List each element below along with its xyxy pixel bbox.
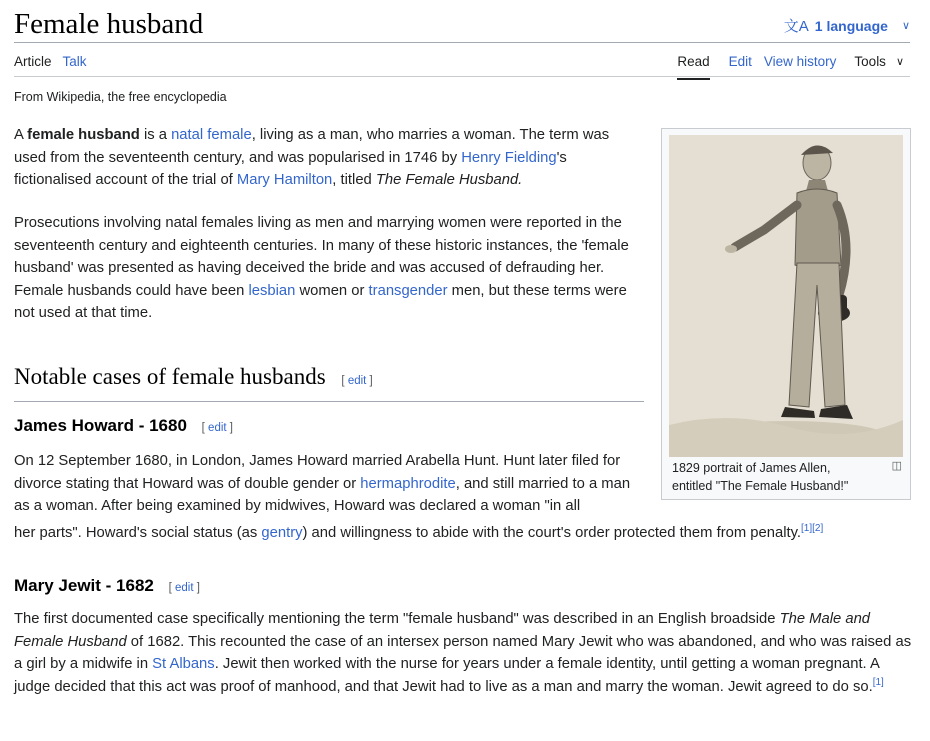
tab-talk[interactable]: Talk bbox=[62, 54, 87, 69]
tab-edit[interactable]: Edit bbox=[728, 54, 752, 69]
bold-term: female husband bbox=[27, 127, 140, 143]
link-henry-fielding[interactable]: Henry Fielding bbox=[461, 149, 557, 166]
text: of 1682. This recounted the case of an intersex person named Mary Jewit who was abandoned, and who was raised as a girl by a midwife in bbox=[14, 633, 912, 672]
link-natal-female[interactable]: natal female bbox=[171, 127, 252, 143]
howard-paragraph-part2 bbox=[14, 522, 914, 545]
language-button[interactable] bbox=[784, 15, 910, 36]
section-heading-text: Notable cases of female husbands bbox=[14, 364, 326, 389]
jewit-heading-text: Mary Jewit - 1682 bbox=[14, 576, 154, 595]
text: The first documented case specifically mentioning the term "female husband" was described in an English broadside bbox=[14, 611, 780, 627]
infobox-figure bbox=[661, 128, 911, 500]
jewit-heading bbox=[14, 574, 200, 600]
tools-menu[interactable] bbox=[848, 54, 910, 76]
intro-paragraph-1 bbox=[14, 124, 644, 192]
text: men, but these terms were not used at that time. bbox=[14, 282, 627, 321]
link-st-albans[interactable]: St Albans bbox=[152, 656, 215, 672]
jewit-paragraph bbox=[14, 608, 914, 698]
link-lesbian[interactable]: lesbian bbox=[248, 282, 296, 299]
text: her parts". Howard's social status (as bbox=[14, 525, 262, 541]
enlarge-icon[interactable]: ◫ bbox=[891, 460, 902, 472]
link-transgender[interactable]: transgender bbox=[368, 282, 448, 299]
section-heading bbox=[14, 361, 644, 402]
chevron-down-icon: ∨ bbox=[895, 56, 904, 68]
tab-article[interactable]: Article bbox=[14, 54, 52, 69]
namespace-tabs bbox=[14, 54, 87, 76]
tab-read[interactable]: Read bbox=[677, 54, 709, 80]
howard-heading-text: James Howard - 1680 bbox=[14, 416, 187, 435]
text: women or bbox=[295, 282, 369, 299]
edit-link[interactable]: edit bbox=[347, 375, 367, 387]
translate-icon: 文A bbox=[783, 18, 809, 35]
chevron-down-icon: ∨ bbox=[901, 20, 910, 32]
text: A bbox=[14, 127, 28, 143]
howard-heading bbox=[14, 414, 233, 440]
italic-title: The Female Husband. bbox=[375, 172, 523, 188]
text: ) and willingness to abide with the court's order protected them from penalty. bbox=[302, 525, 802, 541]
tab-view-history[interactable]: View history bbox=[763, 54, 837, 69]
tabs-divider bbox=[14, 76, 910, 77]
intro-paragraph-2 bbox=[14, 212, 649, 325]
jewit-edit: [ edit ] bbox=[168, 582, 200, 594]
page-title: Female husband bbox=[14, 8, 204, 40]
tagline: From Wikipedia, the free encyclopedia bbox=[14, 90, 227, 104]
language-button-label: 1 language bbox=[814, 17, 888, 34]
reference-link-2[interactable]: [2] bbox=[812, 523, 824, 535]
text: 's fictionalised account of the trial of bbox=[14, 149, 567, 188]
tools-label: Tools bbox=[854, 54, 886, 69]
section-edit: [ edit ] bbox=[341, 375, 373, 387]
text: , living as a man, who marries a woman. The term was used from the seventeenth century, and was popularised in 1746 by bbox=[14, 127, 610, 166]
link-gentry[interactable]: gentry bbox=[261, 525, 303, 541]
title-divider bbox=[14, 42, 910, 43]
portrait-image[interactable] bbox=[669, 135, 903, 457]
text: . Jewit then worked with the nurse for years under a female identity, until getting a woman pregnant. A judge decided that this act was proof of manhood, and that Jewit had to live as a man and marry the woman. Jewit agreed to do so. bbox=[14, 656, 880, 695]
text: , titled bbox=[332, 172, 376, 188]
edit-link[interactable]: edit bbox=[208, 422, 227, 434]
portrait-illustration bbox=[669, 135, 903, 457]
reference-link-1[interactable]: [1] bbox=[801, 523, 813, 535]
italic-title: The Male and Female Husband bbox=[14, 611, 871, 650]
text: is a bbox=[139, 127, 172, 143]
text: On 12 September 1680, in London, James Howard married Arabella Hunt. Hunt later filed for divorce stating that Howard was of double gender or bbox=[14, 453, 621, 492]
howard-paragraph-part1 bbox=[14, 450, 644, 518]
text: , and still married to a man as a woman. After being examined by midwives, Howard was declared a woman "in all bbox=[14, 475, 631, 514]
text: Prosecutions involving natal females living as men and marrying women were reported in the seventeenth century and eighteenth centuries. In many of these historic instances, the 'female husband' was presented as having deceived the bride and was accused of defrauding her. Female husbands could have been bbox=[14, 215, 629, 299]
reference-link-1[interactable]: [1] bbox=[872, 676, 884, 688]
howard-edit: [ edit ] bbox=[201, 422, 233, 434]
figure-caption: 1829 portrait of James Allen, entitled "The Female Husband!" bbox=[672, 461, 849, 493]
link-hermaphrodite[interactable]: hermaphrodite bbox=[360, 475, 456, 492]
edit-link[interactable]: edit bbox=[174, 582, 194, 594]
link-mary-hamilton[interactable]: Mary Hamilton bbox=[236, 172, 333, 188]
